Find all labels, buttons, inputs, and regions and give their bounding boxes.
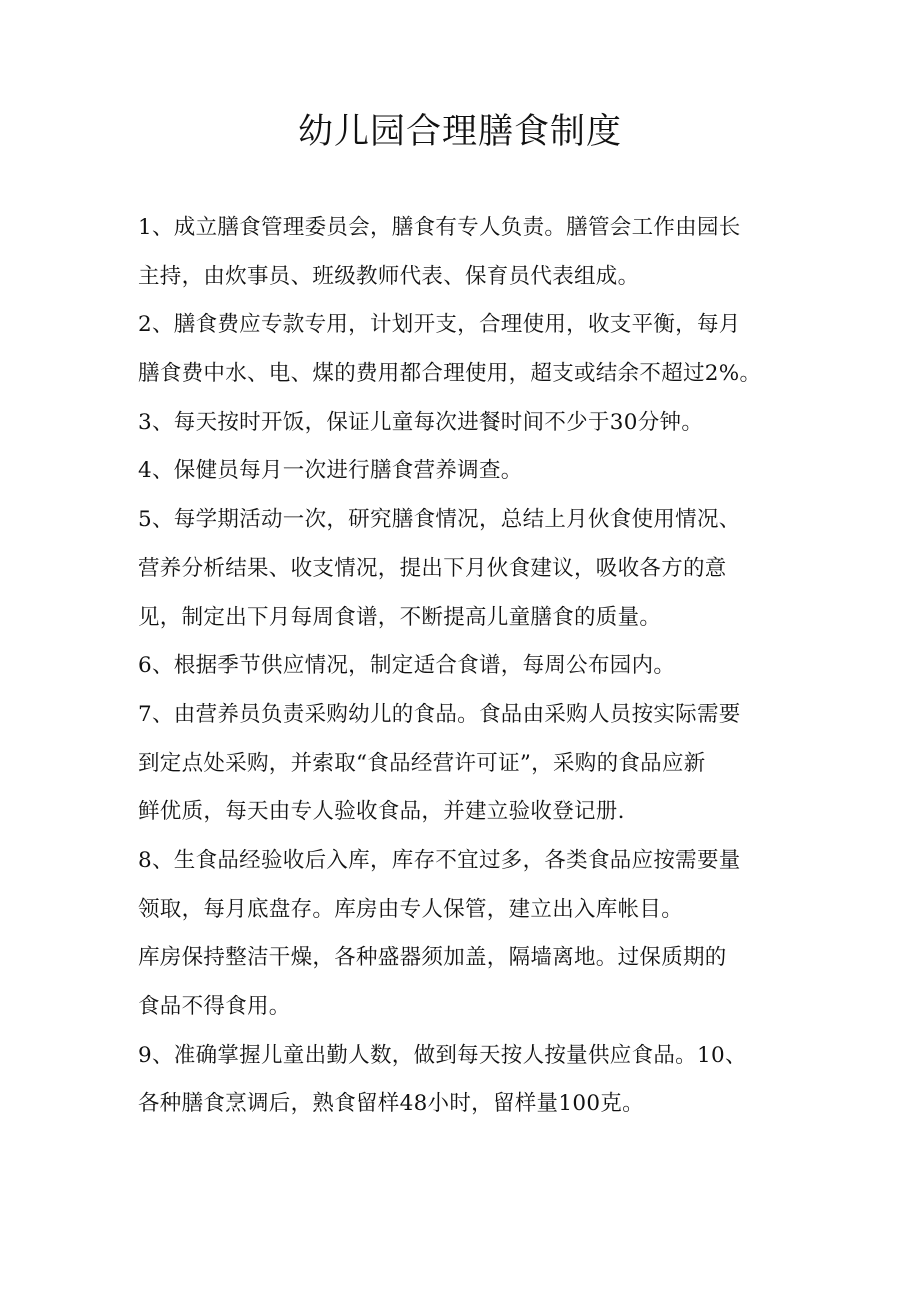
text-line: 各种膳食烹调后，熟食留样48小时，留样量100克。 (138, 1091, 644, 1117)
text-line: 7、由营养员负责采购幼儿的食品。食品由采购人员按实际需要 (138, 701, 741, 727)
text-line: 膳食费中水、电、煤的费用都合理使用，超支或结余不超过2%。 (138, 361, 762, 387)
text-line: 鲜优质，每天由专人验收食品，并建立验收登记册. (138, 799, 625, 825)
text-line: 到定点处采购，并索取“食品经营许可证”，采购的食品应新 (138, 750, 706, 776)
text-line: 8、生食品经验收后入库，库存不宜过多，各类食品应按需要量 (138, 847, 741, 873)
text-line: 见，制定出下月每周食谱，不断提高儿童膳食的质量。 (138, 604, 662, 630)
text-line: 9、准确掌握儿童出勤人数，做到每天按人按量供应食品。10、 (138, 1042, 747, 1068)
text-line: 主持，由炊事员、班级教师代表、保育员代表组成。 (138, 263, 640, 289)
text-line: 1、成立膳食管理委员会，膳食有专人负责。膳管会工作由园长 (138, 215, 741, 240)
document-body (138, 204, 798, 1129)
text-line: 5、每学期活动一次，研究膳食情况，总结上月伙食使用情况、 (138, 507, 741, 533)
text-line: 6、根据季节供应情况，制定适合食谱，每周公布园内。 (138, 653, 676, 679)
page-title: 幼儿园合理膳食制度 (297, 112, 622, 152)
text-line: 营养分析结果、收支情况，提出下月伙食建议，吸收各方的意 (138, 555, 727, 581)
text-line: 领取，每月底盘存。库房由专人保管，建立出入库帐目。 (138, 896, 684, 922)
text-line: 库房保持整洁干燥，各种盛器须加盖，隔墙离地。过保质期的 (138, 945, 727, 971)
text-line: 2、膳食费应专款专用，计划开支，合理使用，收支平衡，每月 (138, 312, 741, 338)
text-line: 食品不得食用。 (138, 994, 291, 1019)
text-line: 3、每天按时开饭，保证儿童每次进餐时间不少于30分钟。 (138, 409, 704, 435)
text-line: 4、保健员每月一次进行膳食营养调查。 (138, 458, 523, 484)
